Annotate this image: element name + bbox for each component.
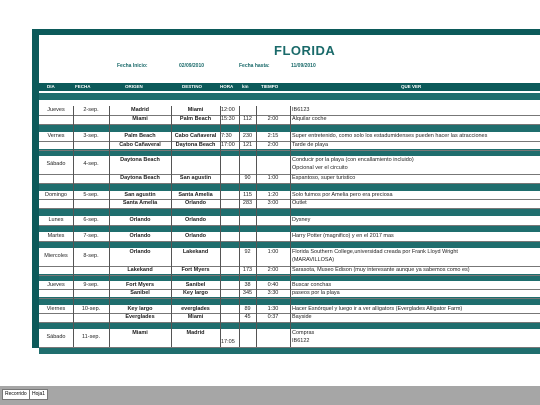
cell-destino[interactable]: Santa Amelia [178, 192, 213, 198]
fecha-inicio-value: 02/09/2010 [179, 63, 205, 69]
cell-km[interactable]: 115 [243, 192, 252, 198]
column-border [171, 106, 172, 347]
cell-origen[interactable]: Daytona Beach [120, 157, 160, 163]
column-border [73, 106, 74, 347]
cell-destino[interactable]: Lakekand [182, 249, 209, 255]
cell-km[interactable]: 283 [242, 200, 253, 206]
cell-km[interactable]: 112 [243, 116, 252, 122]
cell-dia[interactable]: Martes [47, 233, 65, 239]
cell-tiempo[interactable]: 3:00 [267, 200, 279, 206]
cell-que-ver[interactable]: Tarde de playa [292, 142, 329, 148]
column-border [220, 106, 221, 347]
cell-origen[interactable]: Cabo Cañaveral [119, 142, 161, 148]
cell-dia[interactable]: Sábado [46, 161, 66, 167]
cell-que-ver[interactable]: Super entretenido, como solo los estadumidenses pueden hacer las atracciones [292, 133, 488, 139]
cell-que-ver[interactable]: IB6123 [292, 107, 310, 113]
cell-que-ver-line2[interactable]: (MARAVILLOSA) [292, 257, 335, 263]
cell-destino[interactable]: Miami [187, 314, 204, 320]
cell-que-ver[interactable]: Bayside [292, 314, 312, 320]
cell-que-ver[interactable]: Outlet [292, 200, 307, 206]
cell-hora[interactable]: 17:05 [221, 339, 235, 345]
cell-que-ver[interactable]: Florida Southern College,universidad creada por Frank Lloyd Wright [292, 249, 458, 255]
cell-fecha[interactable]: 2-sep. [83, 107, 99, 113]
cell-origen[interactable]: Orlando [129, 217, 151, 223]
cell-destino[interactable]: Madrid [186, 330, 205, 336]
cell-destino[interactable]: Sanibel [185, 282, 206, 288]
cell-fecha[interactable]: 6-sep. [83, 217, 99, 223]
column-border [239, 106, 240, 347]
cell-destino[interactable]: Orlando [184, 200, 207, 206]
cell-destino[interactable]: Key largo [182, 290, 209, 296]
cell-km[interactable]: 92 [244, 249, 251, 255]
column-border [290, 106, 291, 347]
cell-hora[interactable]: 15:30 [221, 116, 235, 122]
cell-que-ver[interactable]: Dysney [292, 217, 311, 223]
header-hora: HORA [220, 84, 234, 89]
cell-que-ver[interactable]: Buscar conchas [292, 282, 332, 288]
cell-dia[interactable]: Jueves [47, 107, 65, 113]
cell-tiempo[interactable]: 2:00 [267, 116, 279, 122]
cell-fecha[interactable]: 9-sep. [83, 282, 99, 288]
cell-origen[interactable]: Everglades [125, 314, 155, 320]
cell-tiempo[interactable]: 2:00 [267, 267, 279, 273]
cell-tiempo[interactable]: 1:20 [267, 192, 279, 198]
cell-origen[interactable]: Key largo [127, 306, 153, 312]
cell-km[interactable]: 345 [242, 290, 253, 296]
cell-km[interactable]: 90 [244, 175, 251, 181]
header-destino: DESTINO [182, 84, 203, 89]
cell-destino[interactable]: Orlando [184, 217, 207, 223]
cell-fecha[interactable]: 11-sep. [82, 334, 100, 340]
cell-tiempo[interactable]: 0:40 [267, 282, 279, 288]
cell-que-ver[interactable]: paseos por la playa [292, 290, 340, 296]
cell-km[interactable]: 230 [242, 133, 253, 139]
cell-tiempo[interactable]: 2:15 [267, 133, 279, 139]
cell-dia[interactable]: Vernes [47, 133, 65, 139]
header-origen: ORIGEN [125, 84, 143, 89]
cell-fecha[interactable]: 8-sep. [83, 253, 99, 259]
cell-destino[interactable]: San agustin [179, 175, 212, 181]
sheet-tab-hoja1[interactable]: Hoja1 [29, 389, 48, 400]
header-tiempo: TIEMPO [261, 84, 279, 89]
cell-origen[interactable]: Lakekand [127, 267, 153, 273]
cell-fecha[interactable]: 7-sep. [83, 233, 99, 239]
cell-tiempo[interactable]: 1:00 [267, 249, 279, 255]
cell-tiempo[interactable]: 3:30 [267, 290, 279, 296]
page-title: FLORIDA [274, 43, 336, 58]
cell-hora[interactable]: 7:30 [221, 133, 232, 139]
cell-origen[interactable]: Miami [132, 116, 148, 122]
cell-fecha[interactable]: 5-sep. [83, 192, 99, 198]
cell-origen[interactable]: Santa Amelia [122, 200, 158, 206]
cell-origen[interactable]: Orlando [129, 249, 151, 255]
fecha-inicio-label: Fecha Inicio: [117, 63, 148, 69]
cell-dia[interactable]: Miercoles [44, 253, 68, 259]
cell-que-ver[interactable]: Espantoso, super turistico [292, 175, 356, 181]
cell-que-ver[interactable]: Solo fuimos por Amelia pero era preciosa [292, 192, 393, 198]
cell-origen[interactable]: Madrid [130, 107, 150, 113]
cell-tiempo[interactable]: 1:30 [267, 306, 279, 312]
cell-origen[interactable]: Miami [132, 330, 148, 336]
cell-hora[interactable]: 12:00 [221, 107, 235, 113]
cell-que-ver[interactable]: Compras [292, 330, 315, 336]
cell-dia[interactable]: Domingo [44, 192, 67, 198]
cell-que-ver[interactable]: Sarasota, Museo Edison (muy interesante aunque ya sabemos como es) [292, 267, 470, 273]
cell-que-ver-line2[interactable]: IB6122 [292, 338, 310, 344]
cell-origen[interactable]: Daytona Beach [120, 175, 160, 181]
cell-km[interactable]: 45 [244, 314, 251, 320]
sheet-tab-bar [0, 386, 540, 405]
cell-destino[interactable]: Miami [187, 107, 204, 113]
cell-que-ver[interactable]: Harry Potter (magnifico) y en el 2017 mas [292, 233, 394, 239]
cell-destino[interactable]: Daytona Beach [175, 142, 216, 148]
cell-km[interactable]: 173 [242, 267, 253, 273]
cell-destino[interactable]: everglades [181, 306, 210, 312]
cell-tiempo[interactable]: 2:00 [267, 142, 279, 148]
cell-destino[interactable]: Orlando [184, 233, 207, 239]
cell-destino[interactable]: Fort Myers [181, 267, 210, 273]
header-km: km [242, 84, 249, 89]
cell-dia[interactable]: Viernes [46, 306, 66, 312]
header-dia: DIA [47, 84, 55, 89]
header-que-ver: QUE VER [401, 84, 422, 89]
cell-destino[interactable]: Palm Beach [179, 116, 212, 122]
sheet-tab-recorrido[interactable]: Recorrido [2, 389, 30, 400]
cell-km[interactable]: 89 [244, 306, 251, 312]
header-fecha: FECHA [75, 84, 91, 89]
cell-hora[interactable]: 17:00 [221, 142, 235, 148]
fecha-hasta-value: 11/09/2010 [291, 63, 316, 69]
cell-origen[interactable]: Fort Myers [125, 282, 155, 288]
cell-origen[interactable]: Orlando [129, 233, 151, 239]
cell-fecha[interactable]: 3-sep. [83, 133, 99, 139]
cell-dia[interactable]: Sábado [46, 334, 66, 340]
row-border [39, 347, 540, 348]
cell-dia[interactable]: Lunes [48, 217, 64, 223]
group-separator-band [39, 98, 540, 100]
cell-origen[interactable]: Sanibel [130, 290, 150, 296]
cell-fecha[interactable]: 10-sep. [81, 306, 101, 312]
column-border [109, 106, 110, 347]
cell-que-ver[interactable]: Alquilar coche [292, 116, 327, 122]
group-separator-band [39, 347, 540, 354]
fecha-hasta-label: Fecha hasta: [239, 63, 270, 69]
cell-dia[interactable]: Jueves [47, 282, 65, 288]
cell-que-ver[interactable]: Conducir por la playa (con encallamiento incluido) [292, 157, 414, 163]
cell-km[interactable]: 121 [242, 142, 253, 148]
itinerary-table [39, 35, 540, 354]
itinerary-sheet [32, 29, 540, 348]
cell-km[interactable]: 38 [244, 282, 251, 288]
cell-origen[interactable]: Palm Beach [124, 133, 156, 139]
cell-fecha[interactable]: 4-sep. [83, 161, 99, 167]
cell-tiempo[interactable]: 0:37 [267, 314, 279, 320]
column-border [256, 106, 257, 347]
cell-tiempo[interactable]: 1:00 [267, 175, 279, 181]
cell-que-ver-line2[interactable]: Opcional ver el circuito [292, 165, 348, 171]
cell-origen[interactable]: San agustin [124, 192, 156, 198]
cell-que-ver[interactable]: Hacer Esnórquel y luego ir a ver alligators (Everglades Alligator Farm) [292, 306, 463, 312]
cell-destino[interactable]: Cabo Cañaveral [174, 133, 217, 139]
